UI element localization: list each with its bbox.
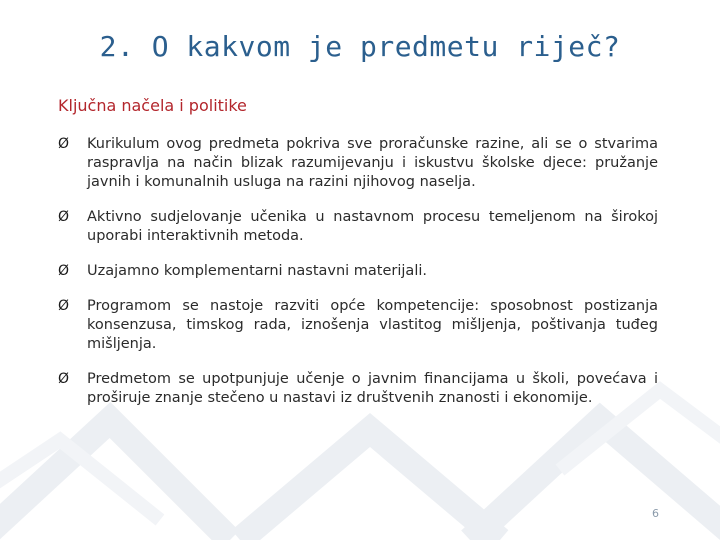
bullet-item — [58, 370, 658, 408]
bullet-item — [58, 135, 658, 192]
arrow-bullet-icon: Ø — [58, 263, 70, 279]
page-number: 6 — [652, 507, 659, 520]
bullet-text: Kurikulum ovog predmeta pokriva sve proračunske razine, ali se o stvarima raspravlja na način blizak razumijevanju i iskustvu školske djece: pružanje javnih i komunalnih usluga na razini njihovog naselja. — [87, 136, 658, 190]
bullet-text: Programom se nastoje razviti opće kompetencije: sposobnost postizanja konsenzusa, timskog rada, iznošenja vlastitog mišljenja, poštivanja tuđeg mišljenja. — [87, 298, 658, 352]
bullet-list — [58, 135, 658, 424]
bullet-item — [58, 262, 658, 281]
slide-title: 2. O kakvom je predmetu riječ? — [99, 30, 621, 63]
arrow-bullet-icon: Ø — [58, 136, 70, 152]
bullet-text: Predmetom se upotpunjuje učenje o javnim financijama u školi, povećava i proširuje znanje stečeno u nastavi iz društvenih znanosti i ekonomije. — [87, 371, 658, 406]
bullet-text: Uzajamno komplementarni nastavni materijali. — [87, 263, 427, 279]
arrow-bullet-icon: Ø — [58, 298, 70, 314]
bullet-text: Aktivno sudjelovanje učenika u nastavnom procesu temeljenom na širokoj uporabi interaktivnih metoda. — [87, 209, 658, 244]
bullet-item — [58, 297, 658, 354]
arrow-bullet-icon: Ø — [58, 209, 70, 225]
section-subtitle: Ključna načela i politike — [58, 96, 247, 115]
bullet-item — [58, 208, 658, 246]
arrow-bullet-icon: Ø — [58, 371, 70, 387]
